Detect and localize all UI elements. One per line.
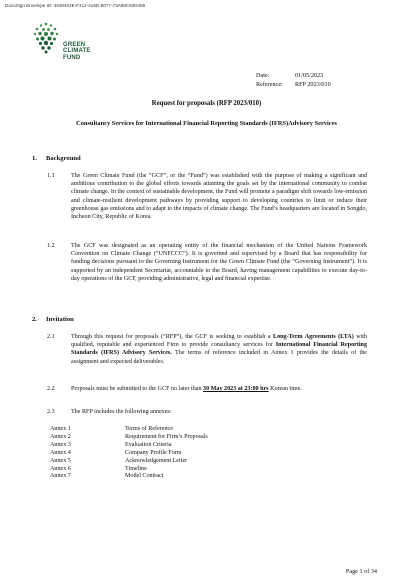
list-item: [50, 458, 208, 466]
section-number: 1.: [32, 155, 37, 162]
text-run: Through this request for proposals (“RFP”), the GCF is seeking to establish a: [71, 334, 274, 340]
annex-label: Annex 6: [50, 465, 71, 472]
paragraph-number: 2.3: [47, 409, 55, 415]
annex-title: Requirement for Firm’s Proposals: [125, 433, 208, 440]
paragraph-1-1: [47, 172, 367, 221]
list-item: [50, 426, 208, 434]
paragraph-text: The RFP includes the following annexes:: [71, 409, 172, 415]
paragraph-2-1: [47, 333, 367, 366]
section-title: Invitation: [46, 316, 74, 323]
list-item: [50, 473, 208, 481]
text-run: with qualified, reputable and experienced Firm to provide consultancy services for: [71, 334, 367, 349]
paragraph-number: 1.1: [47, 173, 55, 179]
paragraph-2-3: [47, 408, 367, 416]
document-meta: [256, 71, 331, 89]
deadline-text: 30 May 2023 at 23:00 hrs: [203, 386, 269, 392]
annex-label: Annex 3: [50, 441, 71, 448]
paragraph-text: [71, 385, 367, 393]
annex-title: Acknowledgement Letter: [125, 457, 188, 464]
document-title: Request for proposals (RFP 2023/010): [151, 100, 262, 107]
annex-list: [50, 426, 208, 481]
paragraph-1-2: [47, 242, 367, 283]
annex-label: Annex 2: [50, 433, 71, 440]
docusign-envelope-id: DocuSign Envelope ID: 4548402E-F412-415D-8077-73A88C93D458: [5, 3, 146, 8]
date-label: Date:: [256, 72, 270, 79]
list-item: [50, 442, 208, 450]
bold-run: Long-Term Agreements (LTA): [273, 334, 354, 340]
paragraph-text: The GCF was designated as an operating entity of the financial mechanism of the United Nations Framework Convention on Climate Change (“UNFCCC”). It is governed and supervised by a Board that has responsibility for funding decisions pursuant to the Governing Instrument for the Green Climate Fund (the “Governing Instrument”). It is supported by an independent Secretariat, accountable to the Board, having management capabilities to execute day-to-day operations of the GCF, providing administrative, legal and financial expertise.: [71, 243, 367, 282]
reference-label: Reference:: [256, 81, 283, 88]
paragraph-number: 2.1: [47, 334, 55, 340]
paragraph-2-2: [47, 385, 367, 393]
annex-title: Company Profile Form: [125, 449, 182, 456]
text-run: Korean time.: [268, 386, 302, 392]
logo-line-2: CLIMATE: [63, 48, 91, 55]
page-number: Page 1 of 34: [345, 568, 377, 575]
logo-wordmark: [63, 42, 91, 61]
section-heading-background: [32, 155, 81, 162]
annex-label: Annex 5: [50, 457, 71, 464]
list-item: [50, 466, 208, 474]
section-number: 2.: [32, 316, 37, 323]
gcf-leaf-logo-icon: [30, 20, 62, 56]
reference-row: [256, 80, 331, 89]
paragraph-text: The Green Climate Fund (the “GCF”, or the “Fund”) was established with the purpose of making a significant and ambitious contribution to the global efforts towards attaining the goals set by the international community to combat climate change. In the context of sustainable development, the Fund will promote a paradigm shift towards low-emission and climate-resilient development pathways by providing support to developing countries to limit or reduce their greenhouse gas emissions and to adapt to the impacts of climate change. The Fund’s headquarters are located in Songdo, Incheon City, Republic of Korea.: [71, 173, 367, 221]
date-row: [256, 71, 331, 80]
logo-line-3: FUND: [63, 54, 81, 61]
paragraph-text: [71, 333, 367, 366]
bold-run: International Financial Reporting Standards (IFRS) Advisory Services.: [71, 342, 367, 357]
list-item: [50, 434, 208, 442]
annex-title: Terms of Reference: [125, 426, 173, 432]
annex-title: Evaluation Criteria: [125, 441, 172, 448]
logo-line-1: GREEN: [63, 42, 86, 48]
annex-label: Annex 1: [50, 426, 71, 432]
annex-title: Model Contract: [125, 473, 164, 480]
date-value: 01/05/2023: [295, 72, 324, 79]
reference-value: RFP 2023/010: [295, 81, 331, 88]
annex-label: Annex 4: [50, 449, 71, 456]
annex-title: Timeline: [125, 465, 147, 472]
text-run: Proposals must be submitted to the GCF no later than: [71, 386, 204, 392]
gcf-logo: [30, 20, 100, 70]
list-item: [50, 450, 208, 458]
document-subtitle: Consultancy Services for International Financial Reporting Standards (IFRS)Advisory Services: [76, 120, 337, 127]
paragraph-number: 1.2: [47, 243, 55, 249]
section-title: Background: [46, 155, 81, 162]
section-heading-invitation: [32, 316, 74, 323]
annex-label: Annex 7: [50, 473, 71, 480]
text-run: The terms of reference included in Annex 1 provides the details of the assignment and expected deliverables.: [71, 350, 367, 365]
paragraph-number: 2.2: [47, 386, 55, 392]
